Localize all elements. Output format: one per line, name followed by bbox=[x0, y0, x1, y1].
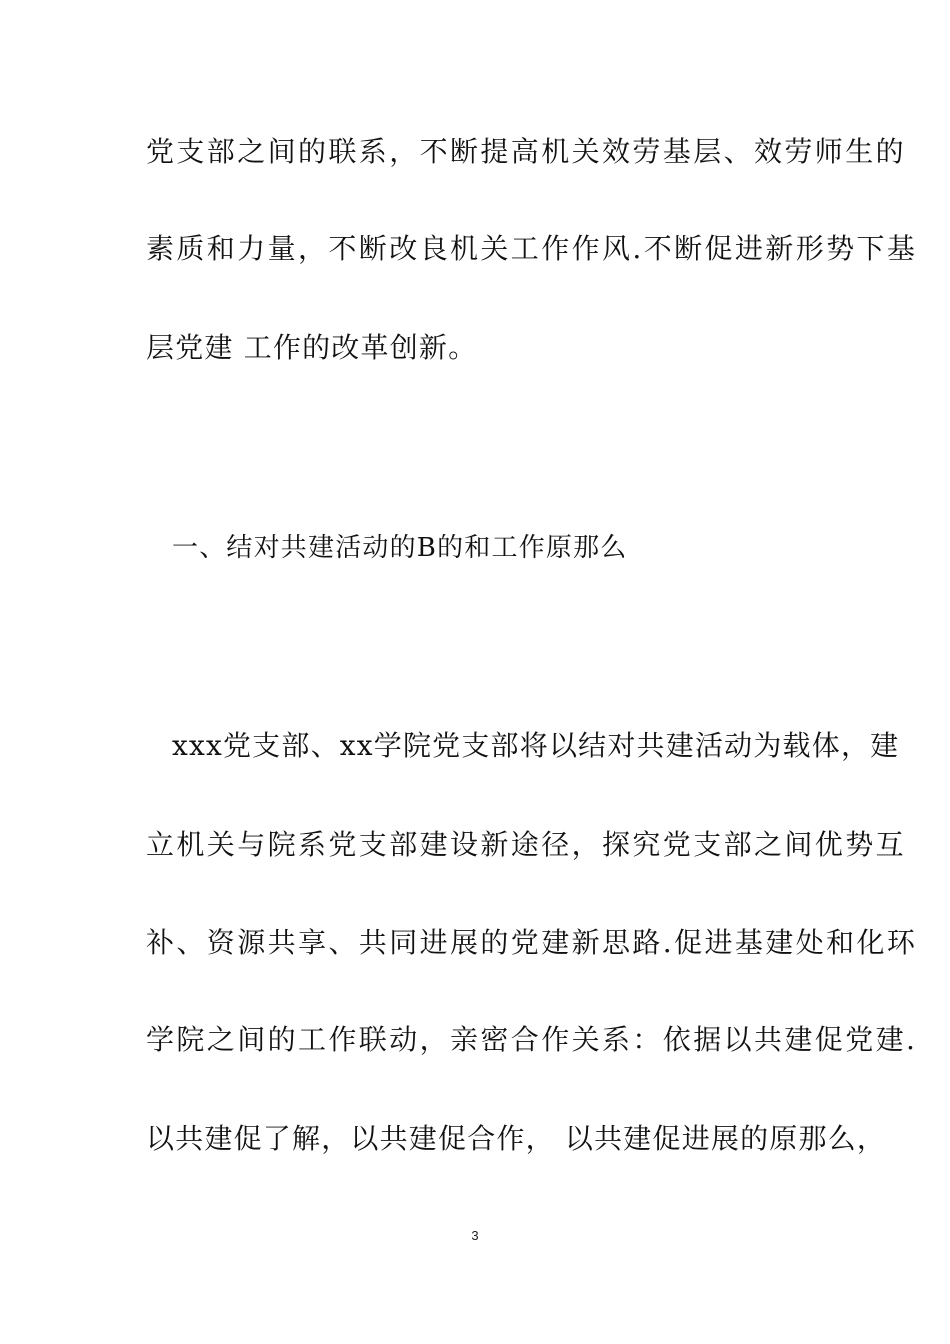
page-number: 3 bbox=[471, 1228, 479, 1243]
paragraph-line: 党支部之间的联系，不断提高机关效劳基层、效劳师生的 bbox=[146, 135, 907, 168]
paragraph-line: 学院之间的工作联动，亲密合作关系：依据以共建促党建. bbox=[146, 1023, 918, 1056]
paragraph-line: 以共建促了解，以共建促合作， 以共建促进展的原那么， bbox=[146, 1122, 887, 1155]
paragraph-line: 素质和力量，不断改良机关工作作风.不断促进新形势下基 bbox=[146, 232, 918, 265]
paragraph-line: 立机关与院系党支部建设新途径，探究党支部之间优势互 bbox=[146, 828, 907, 861]
section-heading: 一、结对共建活动的B的和工作原那么 bbox=[172, 533, 628, 563]
paragraph-line: xxx党支部、xx学院党支部将以结对共建活动为载体，建 bbox=[172, 729, 900, 762]
paragraph-line: 层党建 工作的改革创新。 bbox=[146, 331, 478, 364]
paragraph-line: 补、资源共享、共同进展的党建新思路.促进基建处和化环 bbox=[146, 926, 918, 959]
